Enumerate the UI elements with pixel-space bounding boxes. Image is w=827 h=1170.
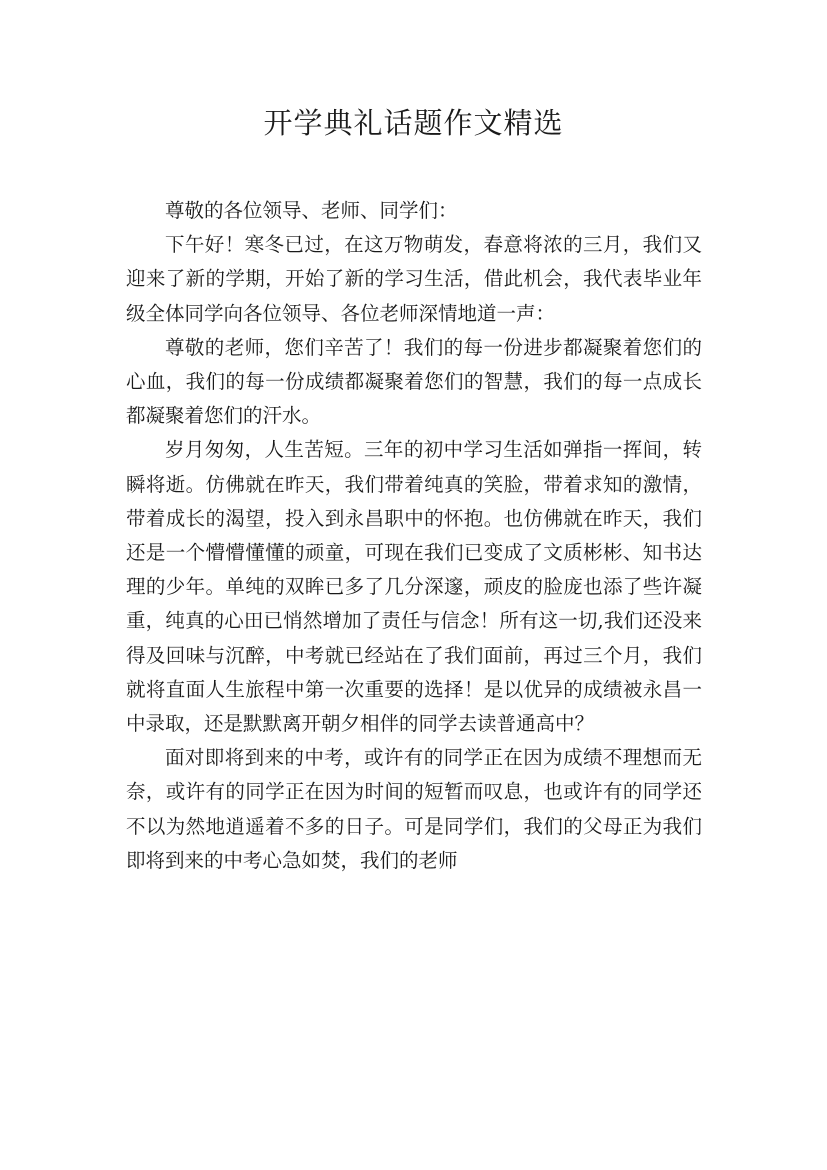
paragraph-thanks: 尊敬的老师，您们辛苦了！我们的每一份进步都凝聚着您们的心血，我们的每一份成绩都凝聚着您们的智慧，我们的每一点成长都凝聚着您们的汗水。 <box>126 335 702 428</box>
document-body <box>126 194 702 878</box>
paragraph-exam: 面对即将到来的中考，或许有的同学正在因为成绩不理想而无奈，或许有的同学正在因为时间的短暂而叹息，也或许有的同学还不以为然地逍遥着不多的日子。可是同学们，我们的父母正为我们即将到来的中考心急如焚，我们的老师 <box>126 746 702 872</box>
document-title: 开学典礼话题作文精选 <box>263 106 564 140</box>
paragraph-memories: 岁月匆匆，人生苦短。三年的初中学习生活如弹指一挥间，转瞬将逝。仿佛就在昨天，我们带着纯真的笑脸，带着求知的激情，带着成长的渴望，投入到永昌职中的怀抱。也仿佛就在昨天，我们还是一个懵懵懂懂的顽童，可现在我们已变成了文质彬彬、知书达理的少年。单纯的双眸已多了几分深邃，顽皮的脸庞也添了些许凝重，纯真的心田已悄然增加了责任与信念！所有这一切,我们还没来得及回味与沉醉，中考就已经站在了我们面前，再过三个月，我们就将直面人生旅程中第一次重要的选择！是以优异的成绩被永昌一中录取，还是默默离开朝夕相伴的同学去读普通高中？ <box>126 438 702 736</box>
paragraph-greeting: 尊敬的各位领导、老师、同学们： <box>165 199 458 222</box>
paragraph-opening: 下午好！寒冬已过，在这万物萌发，春意将浓的三月，我们又迎来了新的学期，开始了新的学习生活，借此机会，我代表毕业年级全体同学向各位领导、各位老师深情地道一声： <box>126 233 702 325</box>
